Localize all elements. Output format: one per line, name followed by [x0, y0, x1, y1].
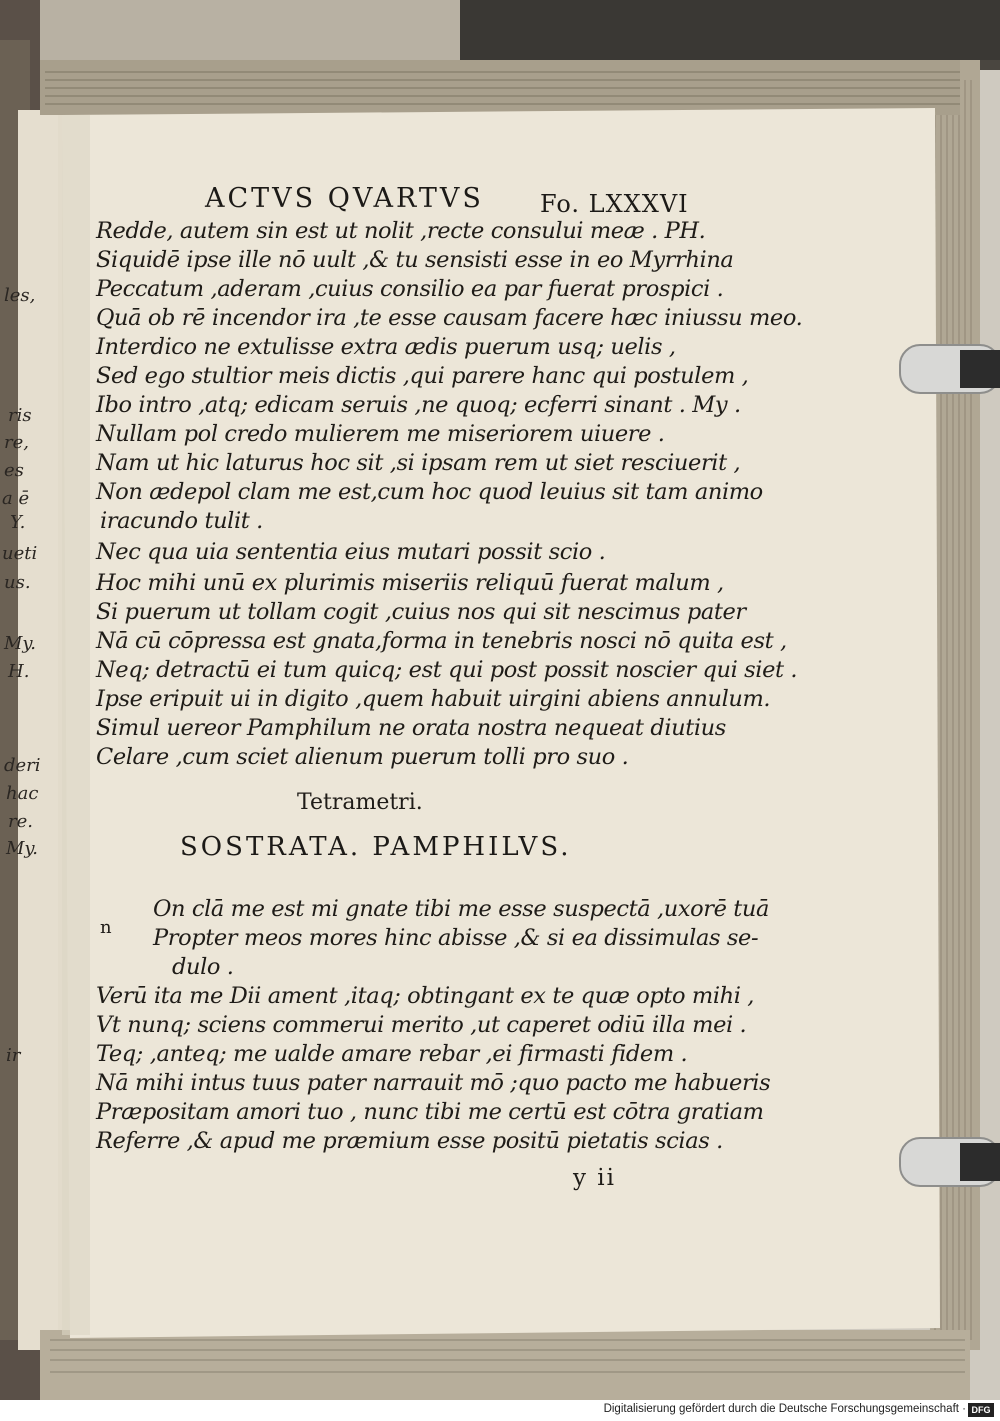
left-page-fragment: re. — [8, 811, 33, 832]
left-page-fragment: ir — [6, 1045, 21, 1066]
folio-number: Fo. LXXXVI — [540, 190, 689, 218]
verse-line: Non ædepol clam me est,cum hoc quod leuius sit tam animo — [96, 479, 763, 505]
verse-line: Nam ut hic laturus hoc sit ,si ipsam rem ut siet resciuerit , — [96, 450, 741, 476]
verse-line: Ipse eripuit ui in digito ,quem habuit uirgini abiens annulum. — [96, 686, 771, 712]
speaker-heading: SOSTRATA. PAMPHILVS. — [180, 832, 572, 862]
verse-line: dulo . — [172, 954, 234, 980]
left-page-fragment: es — [4, 460, 24, 481]
verse-line: Verū ita me Dii ament ,itaq; obtingant ex te quæ opto mihi , — [96, 983, 755, 1009]
left-page-fragment: H. — [8, 661, 30, 682]
verse-line: iracundo tulit . — [100, 508, 263, 534]
left-page-fragment: ueti — [2, 543, 38, 564]
verse-line: Nā mihi intus tuus pater narrauit mō ;quo pacto me habueris — [96, 1070, 771, 1096]
left-page-fragment: us. — [4, 572, 31, 593]
verse-line: Teq; ,anteq; me ualde amare rebar ,ei firmasti fidem . — [96, 1041, 688, 1067]
left-page-fragment: deri — [4, 755, 41, 776]
verse-line: Siquidē ipse ille nō uult ,& tu sensisti esse in eo Myrrhina — [96, 247, 734, 273]
verse-line: Quā ob rē incendor ira ,te esse causam facere hæc iniussu meo. — [96, 305, 803, 331]
verse-line: Vt nunq; sciens commerui merito ,ut caperet odiū illa mei . — [96, 1012, 747, 1038]
verse-line: Referre ,& apud me præmium esse positū pietatis scias . — [96, 1128, 723, 1154]
verse-line: Si puerum ut tollam cogit ,cuius nos qui sit nescimus pater — [96, 599, 746, 625]
left-page-fragment: hac — [6, 783, 39, 804]
verse-line: Nā cū cōpressa est gnata,forma in tenebris nosci nō quita est , — [96, 628, 787, 654]
meter-subheading: Tetrametri. — [297, 790, 423, 815]
running-title: ACTVS QVARTVS — [205, 183, 484, 214]
dfg-logo: DFG — [968, 1403, 994, 1417]
verse-line: Peccatum ,aderam ,cuius consilio ea par fuerat prospici . — [96, 276, 724, 302]
left-page-fragment: les, — [4, 285, 36, 306]
verse-line: Simul uereor Pamphilum ne orata nostra nequeat diutius — [96, 715, 726, 741]
verse-line: Interdico ne extulisse extra ædis puerum usq; uelis , — [96, 334, 676, 360]
verse-line: Hoc mihi unū ex plurimis miseriis reliquū fuerat malum , — [96, 570, 724, 596]
verse-line: Præpositam amori tuo , nunc tibi me certū est cōtra gratiam — [96, 1099, 764, 1125]
left-page-fragment: a ē — [2, 488, 30, 509]
verse-line: Celare ,cum sciet alienum puerum tolli pro suo . — [96, 744, 629, 770]
verse-line: Propter meos mores hinc abisse ,& si ea dissimulas se- — [153, 925, 759, 951]
margin-initial: n — [100, 917, 112, 938]
signature-mark: y ii — [573, 1165, 617, 1191]
footer-credit: Digitalisierung gefördert durch die Deutsche Forschungsgemeinschaft · — [603, 1403, 966, 1415]
verse-line: Nullam pol credo mulierem me miseriorem uiuere . — [96, 421, 665, 447]
verse-line: Ibo intro ,atq; edicam seruis ,ne quoq; ecferri sinant . My . — [96, 392, 741, 418]
left-page-fragment: ris — [8, 405, 32, 426]
verse-line: On clā me est mi gnate tibi me esse suspectā ,uxorē tuā — [153, 896, 770, 922]
verse-line: Redde, autem sin est ut nolit ,recte consului meæ . PH. — [96, 218, 706, 244]
left-page-fragment: My. — [6, 838, 38, 859]
verse-line: Nec qua uia sententia eius mutari possit scio . — [96, 539, 606, 565]
verse-line: Sed ego stultior meis dictis ,qui parere hanc qui postulem , — [96, 363, 749, 389]
left-page-fragment: re, — [4, 432, 29, 453]
verse-line: Neq; detractū ei tum quicq; est qui post possit noscier qui siet . — [96, 657, 798, 683]
left-page-fragment: My. — [4, 633, 36, 654]
left-page-fragment: Y. — [10, 512, 26, 533]
